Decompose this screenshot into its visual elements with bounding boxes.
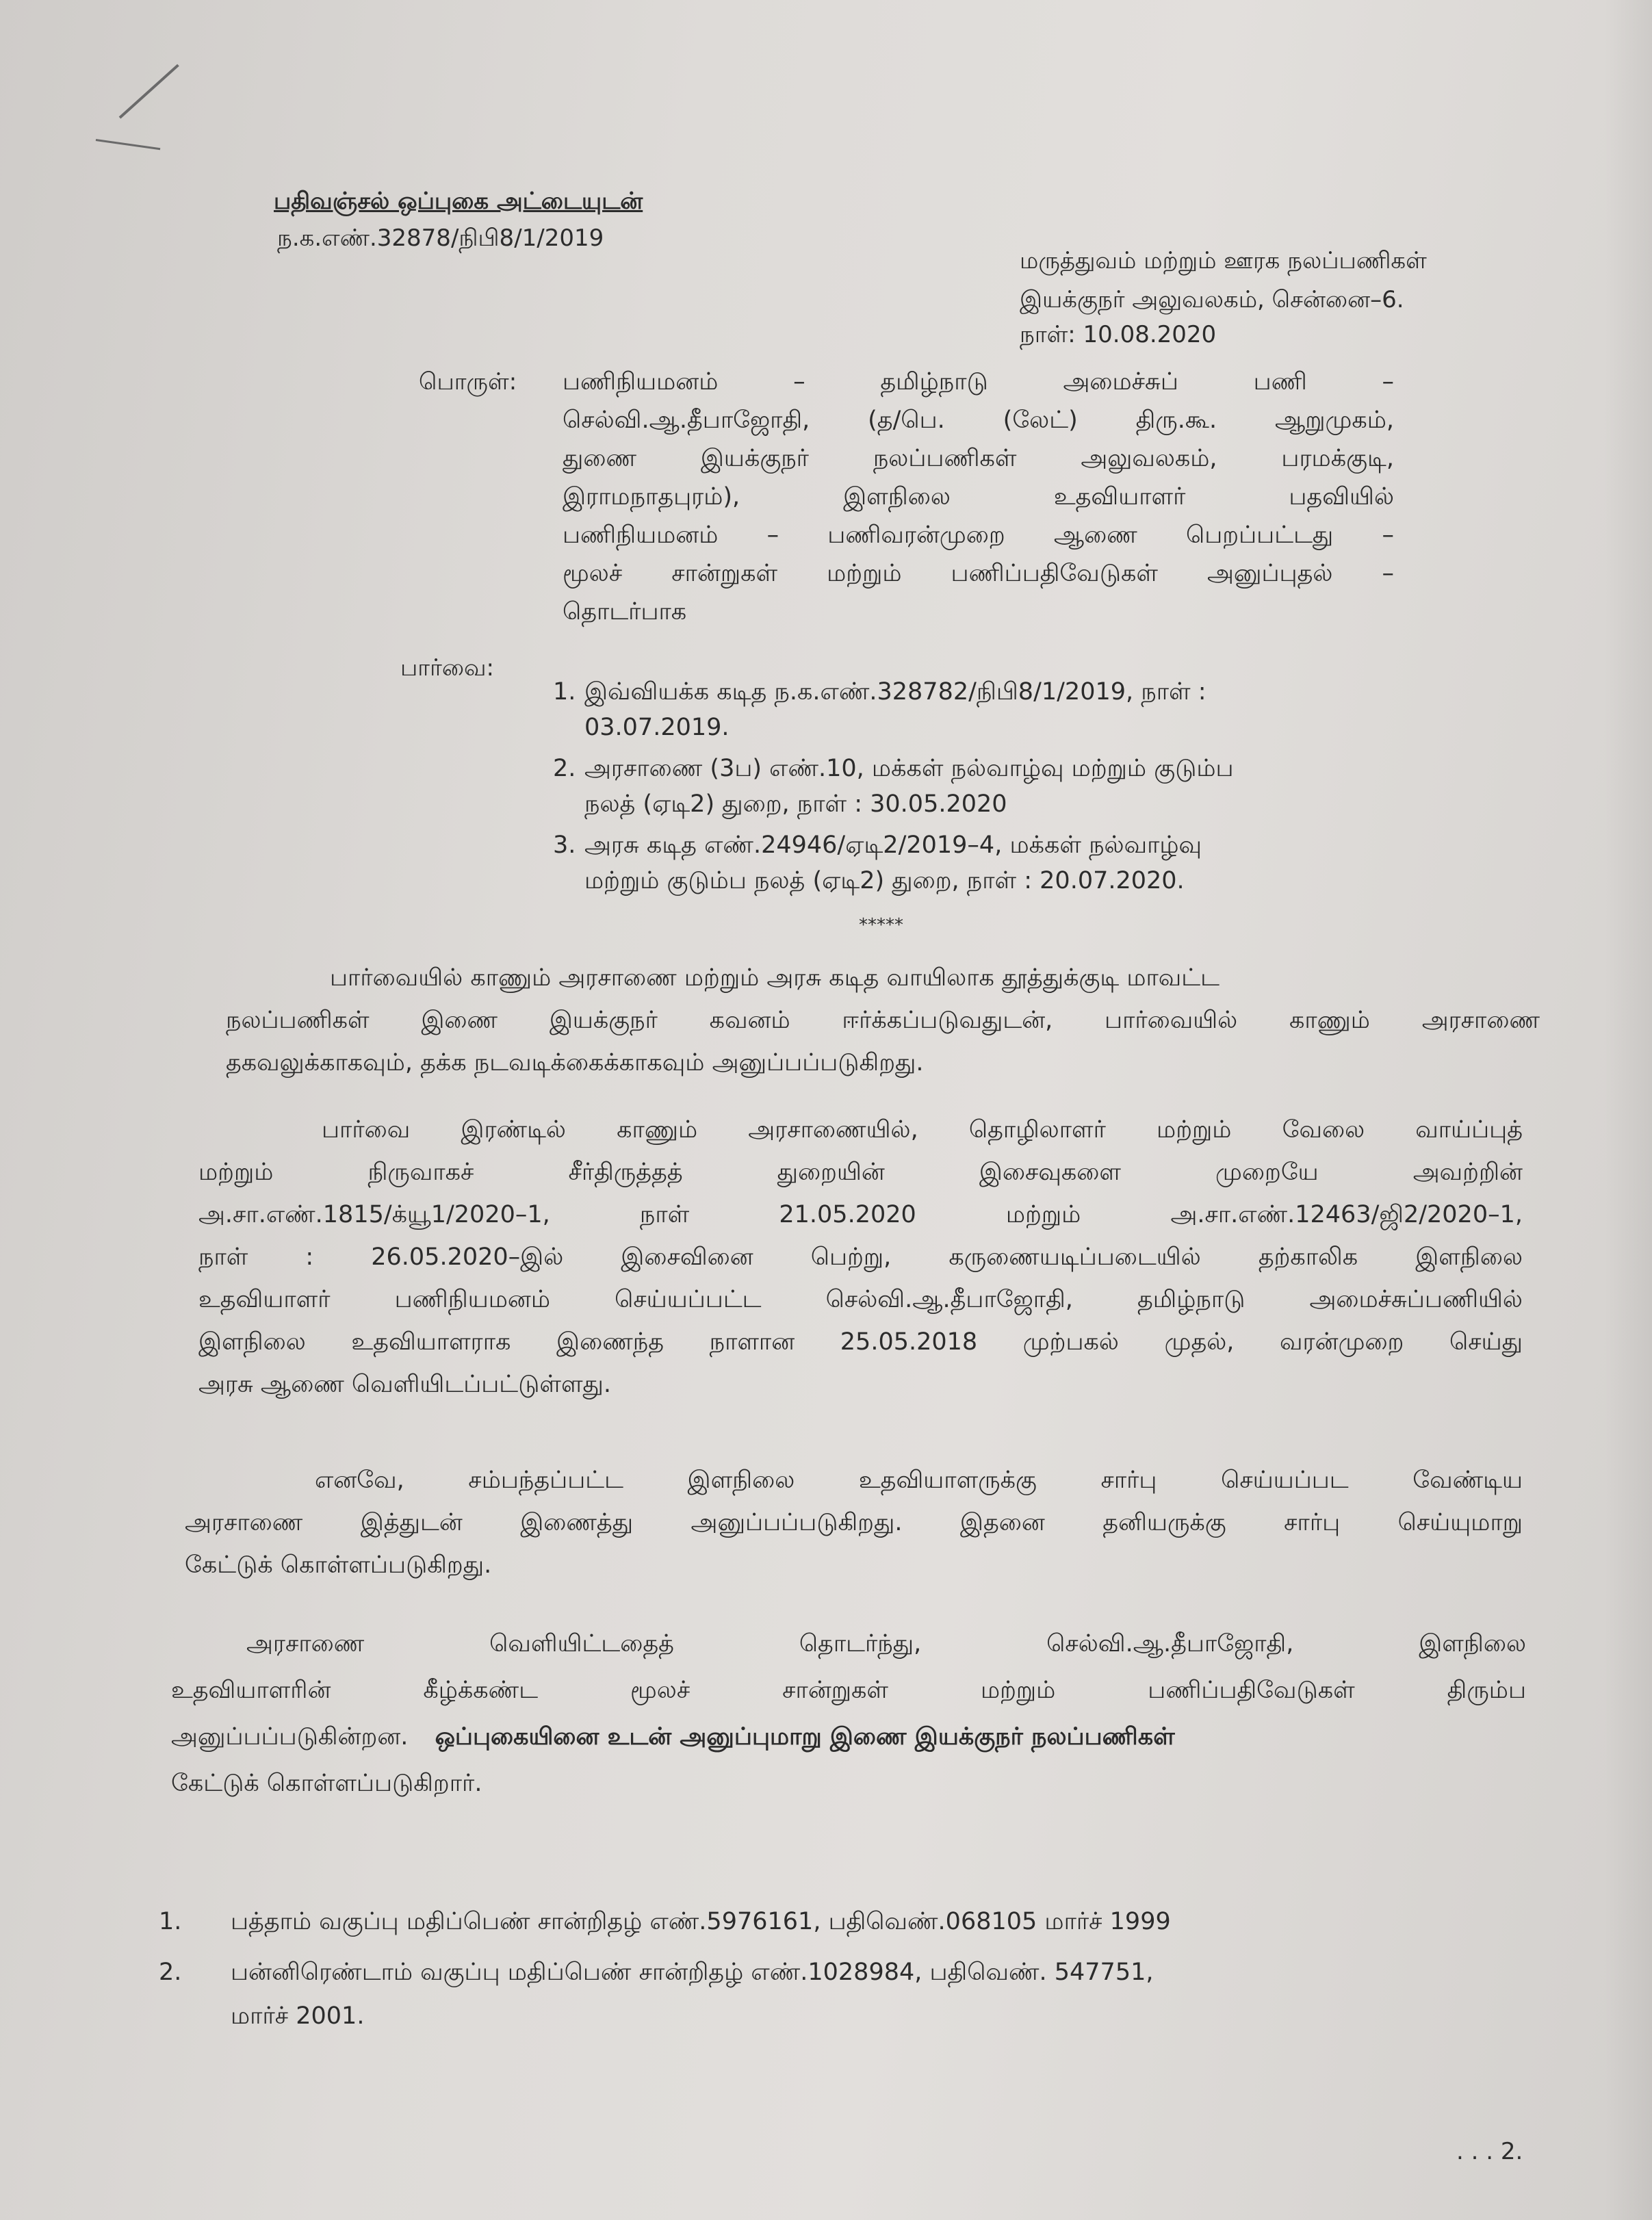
document-item: [159, 1950, 1459, 2038]
paragraph-line: உதவியாளரின் கீழ்க்கண்ட மூலச் சான்றுகள் மற்றும் பணிப்பதிவேடுகள் திரும்ப: [171, 1677, 1526, 1704]
document-number: 2.: [159, 1959, 182, 1986]
letter-date: நாள்: 10.08.2020: [1020, 321, 1217, 348]
paragraph-line: அரசு ஆணை வெளியிடப்பட்டுள்ளது.: [198, 1371, 612, 1398]
reference-number: 1.: [553, 678, 576, 706]
paragraph-line: மற்றும் நிருவாகச் சீர்திருத்தத் துறையின் இசைவுகளை முறையே அவற்றின்: [198, 1159, 1523, 1186]
document-line: மார்ச் 2001.: [231, 2002, 365, 2030]
reference-line: மற்றும் குடும்ப நலத் (ஏடி2) துறை, நாள் : 20.07.2020.: [584, 867, 1185, 894]
subject-line: மூலச் சான்றுகள் மற்றும் பணிப்பதிவேடுகள் அனுப்புதல் –: [563, 560, 1394, 587]
subject-line: தொடர்பாக: [563, 598, 687, 625]
document-line: பத்தாம் வகுப்பு மதிப்பெண் சான்றிதழ் எண்.5976161, பதிவெண்.068105 மார்ச் 1999: [231, 1908, 1171, 1935]
paragraph-line: [171, 1714, 1526, 1760]
registered-post-heading: பதிவஞ்சல் ஒப்புகை அட்டையுடன்: [274, 188, 643, 215]
document-number: 1.: [159, 1908, 182, 1935]
reference-label: பார்வை:: [400, 654, 494, 682]
subject-line: இராமநாதபுரம்), இளநிலை உதவியாளர் பதவியில்: [563, 483, 1394, 511]
subject-line: பணிநியமனம் – பணிவரன்முறை ஆணை பெறப்பட்டது –: [563, 521, 1394, 549]
paragraph-line: பார்வையில் காணும் அரசாணை மற்றும் அரசு கடித வாயிலாக தூத்துக்குடி மாவட்ட: [330, 964, 1219, 992]
continued-marker: . . . 2.: [1456, 2138, 1523, 2165]
reference-list: [553, 674, 1374, 899]
subject-line: செல்வி.ஆ.தீபாஜோதி, (த/பெ. (லேட்) திரு.கூ. ஆறுமுகம்,: [563, 406, 1394, 434]
paragraph-line: அ.சா.எண்.1815/க்யூ1/2020–1, நாள் 21.05.2020 மற்றும் அ.சா.எண்.12463/ஜி2/2020–1,: [198, 1201, 1523, 1228]
paragraph-line: நாள் : 26.05.2020–இல் இசைவினை பெற்று, கருணையடிப்படையில் தற்காலிக இளநிலை: [198, 1243, 1523, 1271]
reference-line: அரசாணை (3ப) எண்.10, மக்கள் நல்வாழ்வு மற்றும் குடும்ப: [584, 755, 1234, 782]
paragraph-1: [226, 957, 1540, 1084]
paragraph-bold-text: ஒப்புகையினை உடன் அனுப்புமாறு இணை இயக்குநர் நலப்பணிகள்: [435, 1723, 1175, 1751]
subject-label: பொருள்:: [419, 368, 517, 396]
reference-number: 2.: [553, 755, 576, 782]
reference-line: நலத் (ஏடி2) துறை, நாள் : 30.05.2020: [584, 790, 1007, 818]
office-line-1: மருத்துவம் மற்றும் ஊரக நலப்பணிகள்: [1020, 247, 1427, 274]
section-separator: *****: [859, 915, 903, 935]
reference-line: இவ்வியக்க கடித ந.க.எண்.328782/நிபி8/1/2019, நாள் :: [584, 678, 1206, 706]
documents-list: [159, 1900, 1459, 2038]
reference-number: 3.: [553, 831, 576, 859]
paragraph-text: அனுப்பப்படுகின்றன.: [171, 1723, 409, 1751]
subject-line: பணிநியமனம் – தமிழ்நாடு அமைச்சுப் பணி –: [563, 368, 1394, 396]
document-item: [159, 1900, 1459, 1944]
paragraph-4: [171, 1621, 1526, 1807]
paragraph-line: தகவலுக்காகவும், தக்க நடவடிக்கைக்காகவும் அனுப்பப்படுகிறது.: [226, 1049, 924, 1076]
paragraph-line: அரசாணை இத்துடன் இணைத்து அனுப்பப்படுகிறது. இதனை தனியருக்கு சார்பு செய்யுமாறு: [185, 1509, 1523, 1536]
paragraph-line: நலப்பணிகள் இணை இயக்குநர் கவனம் ஈர்க்கப்படுவதுடன், பார்வையில் காணும் அரசாணை: [226, 1007, 1540, 1034]
pen-mark: [119, 64, 179, 119]
subject-text: [563, 363, 1394, 631]
reference-number: ந.க.எண்.32878/நிபி8/1/2019: [277, 224, 604, 252]
office-line-2: இயக்குநர் அலுவலகம், சென்னை–6.: [1020, 286, 1404, 313]
document-line: பன்னிரெண்டாம் வகுப்பு மதிப்பெண் சான்றிதழ் எண்.1028984, பதிவெண். 547751,: [231, 1959, 1154, 1986]
paragraph-3: [185, 1459, 1523, 1586]
paragraph-line: இளநிலை உதவியாளராக இணைந்த நாளான 25.05.2018 முற்பகல் முதல், வரன்முறை செய்து: [198, 1328, 1523, 1356]
reference-item: [553, 827, 1374, 899]
reference-line: அரசு கடித எண்.24946/ஏடி2/2019–4, மக்கள் நல்வாழ்வு: [584, 831, 1202, 859]
paragraph-line: பார்வை இரண்டில் காணும் அரசாணையில், தொழிலாளர் மற்றும் வேலை வாய்ப்புத்: [322, 1116, 1523, 1144]
reference-item: [553, 751, 1374, 822]
paragraph-line: அரசாணை வெளியிட்டதைத் தொடர்ந்து, செல்வி.ஆ.தீபாஜோதி, இளநிலை: [246, 1630, 1526, 1657]
reference-line: 03.07.2019.: [584, 714, 730, 741]
paper-edge-shadow: [1604, 0, 1652, 2220]
subject-line: துணை இயக்குநர் நலப்பணிகள் அலுவலகம், பரமக்குடி,: [563, 445, 1394, 472]
paragraph-line: கேட்டுக் கொள்ளப்படுகிறார்.: [171, 1770, 482, 1797]
paragraph-line: கேட்டுக் கொள்ளப்படுகிறது.: [185, 1551, 492, 1579]
paragraph-line: எனவே, சம்பந்தப்பட்ட இளநிலை உதவியாளருக்கு சார்பு செய்யப்பட வேண்டிய: [315, 1467, 1523, 1494]
reference-item: [553, 674, 1374, 745]
pen-mark: [96, 139, 160, 150]
paragraph-line: உதவியாளர் பணிநியமனம் செய்யப்பட்ட செல்வி.ஆ.தீபாஜோதி, தமிழ்நாடு அமைச்சுப்பணியில்: [198, 1286, 1523, 1313]
paragraph-2: [198, 1109, 1523, 1406]
